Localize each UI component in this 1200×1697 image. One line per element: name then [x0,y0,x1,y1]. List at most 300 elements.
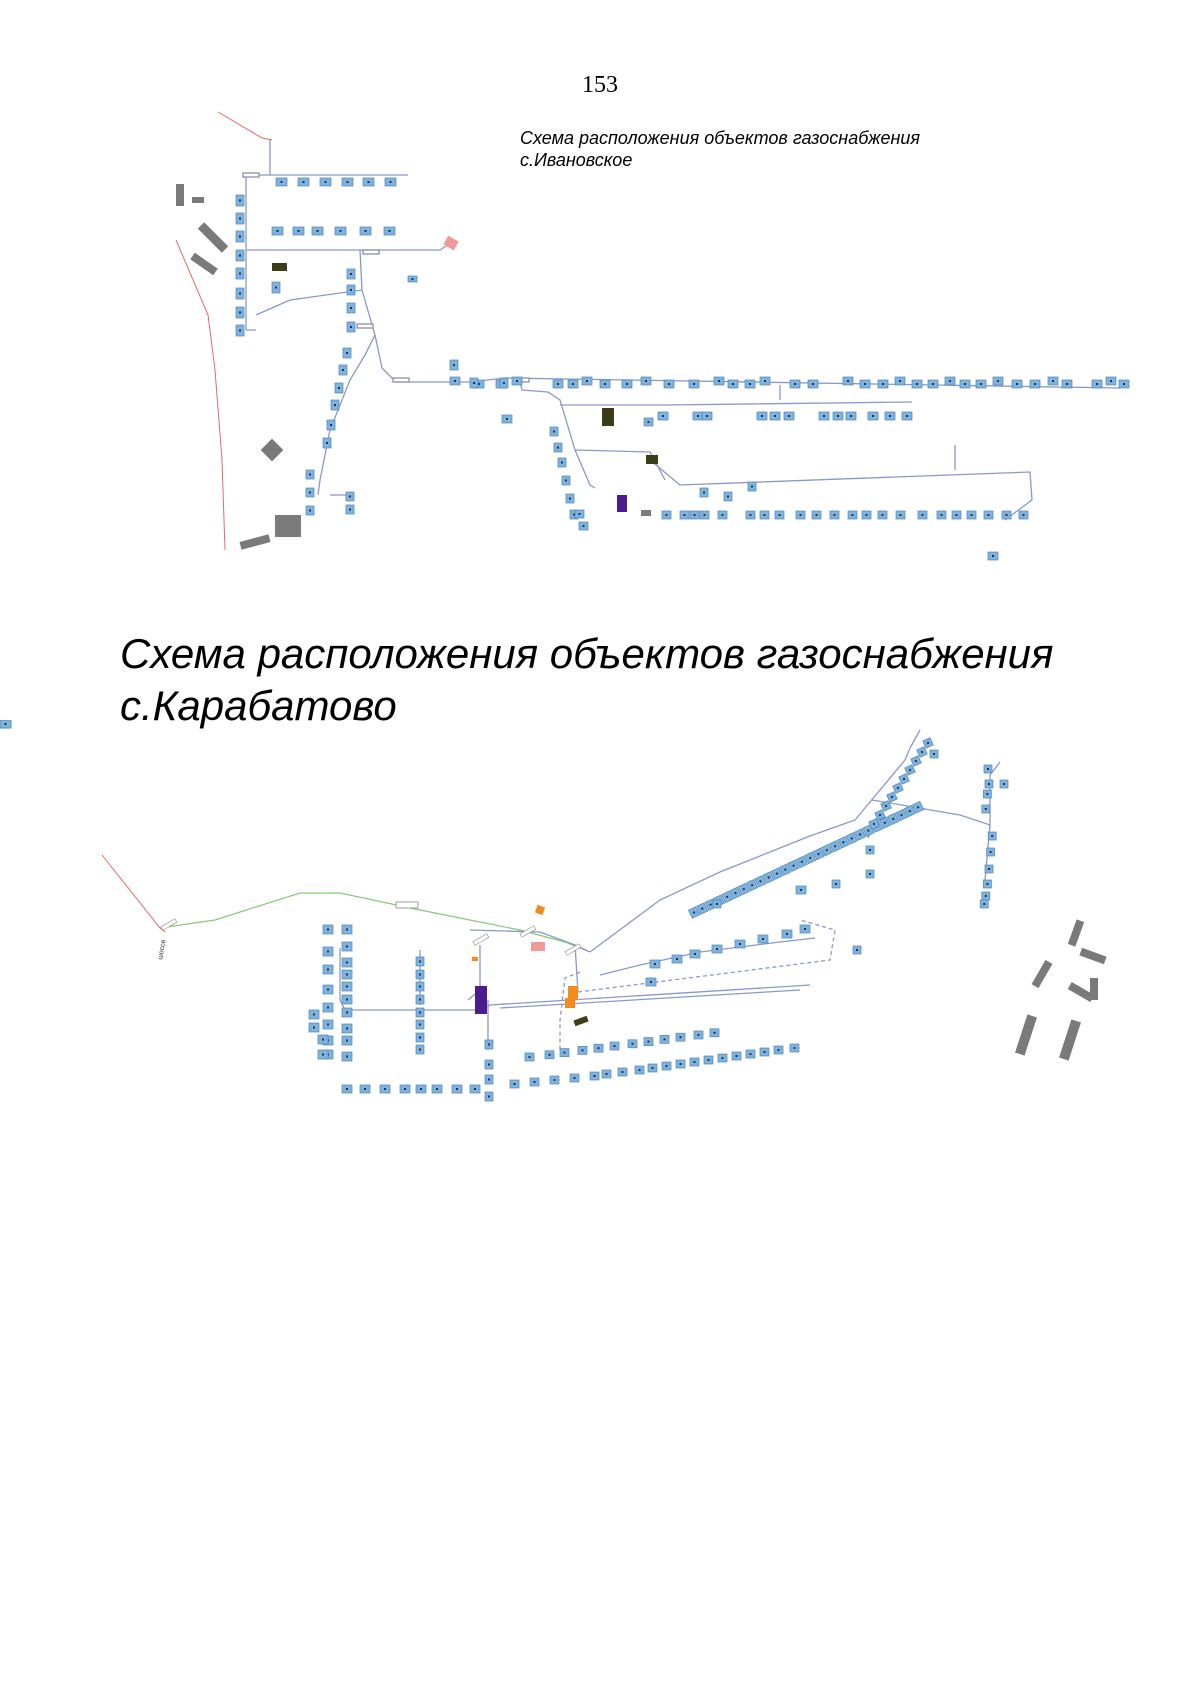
house [646,978,656,986]
gas-inlet-marker [666,1065,668,1067]
house [812,511,821,519]
house [1048,377,1058,385]
house [502,415,512,423]
house [628,1040,637,1048]
house [320,178,331,186]
gas-inlet-marker [816,514,818,516]
gas-inlet-marker [239,255,241,257]
large-building [1059,1019,1081,1060]
gas-inlet-marker [680,1063,682,1065]
gas-inlet-marker [645,380,647,382]
gas-inlet-marker [668,383,670,385]
gas-inlet-marker [516,380,518,382]
house [983,790,991,798]
gas-inlet-marker [350,326,352,328]
gas-inlet-marker [557,383,559,385]
gas-facilities [272,236,658,516]
house [718,1054,727,1062]
gas-inlet-marker [703,492,705,494]
house [416,982,424,991]
gas-inlet-marker [346,1088,348,1090]
house [590,1072,599,1080]
house [760,1048,769,1056]
gas-inlet-marker [419,961,421,963]
house [660,1035,669,1043]
gas-inlet-marker [322,1039,324,1041]
gas-pipe [500,990,800,1008]
house [566,494,574,503]
house [323,925,333,934]
house [982,805,990,813]
house [988,832,996,840]
house [485,1075,493,1084]
house [833,412,843,420]
house [967,511,976,519]
gas-inlet-marker [586,380,588,382]
large-building [1079,948,1106,964]
house [790,1044,799,1052]
house [846,412,856,420]
boundary-line [218,112,272,140]
house [662,511,671,519]
house [602,1070,611,1078]
house [323,438,331,448]
gas-inlet-marker [488,1044,490,1046]
gas-inlet-marker [419,1012,421,1014]
house [346,492,354,501]
house [236,231,244,242]
large-building [239,534,270,549]
gas-inlet-marker [364,1088,366,1090]
house [416,995,424,1004]
gas-inlet-marker [971,514,973,516]
map-title-line2: с.Ивановское [520,150,633,170]
house [347,285,355,295]
house [985,780,993,788]
house [306,470,314,479]
map-title-karabatovo [120,628,1053,732]
gas-inlet-marker [664,1038,666,1040]
gas-inlet-marker [850,415,852,417]
gas-inlet-marker [964,383,966,385]
gas-inlet-marker [648,421,650,423]
gas-inlet-marker [837,415,839,417]
house [952,511,961,519]
pipe-crossing [357,324,373,328]
boundary-line [176,240,225,550]
house [988,552,998,560]
house [562,476,570,485]
gas-inlet-marker [454,380,456,382]
gas-inlet-marker [389,230,391,232]
gas-inlet-marker [322,1054,324,1056]
house [746,511,755,519]
house [594,1044,603,1052]
gas-inlet-marker [5,723,7,725]
gas-inlet-marker [488,1096,490,1098]
house [1019,511,1028,519]
gas-inlet-marker [1066,383,1068,385]
gas-inlet-marker [346,1056,348,1058]
house [1012,380,1022,388]
house [525,1053,534,1061]
house [416,1033,424,1042]
gas-inlet-marker [365,230,367,232]
house [342,1085,352,1093]
house [385,178,396,186]
large-buildings [1015,919,1107,1060]
gas-inlet-marker [506,418,508,420]
gas-inlet-marker [309,492,311,494]
large-building [176,184,184,206]
house [578,1046,587,1054]
gas-inlet-marker [239,236,241,238]
boiler-house [646,455,658,464]
gas-inlet-marker [350,273,352,275]
gas-inlet-marker [778,1049,780,1051]
house [384,227,395,235]
house [236,325,244,336]
house [895,377,905,385]
house [945,377,955,385]
house [575,510,584,518]
house [1030,380,1040,388]
gas-inlet-marker [420,1088,422,1090]
gas-pipe [560,402,912,405]
gas-inlet-marker [704,514,706,516]
gas-inlet-marker [326,442,328,444]
gas-pipe [246,140,270,330]
gas-inlet-marker [739,943,741,945]
gas-inlet-marker [632,1043,634,1045]
house [912,380,922,388]
gas-inlet-marker [983,903,985,905]
gas-inlet-marker [275,287,277,289]
gas-inlet-marker [239,312,241,314]
gas-inlet-marker [992,555,994,557]
gas-inlet-marker [800,889,802,891]
house [342,970,352,979]
gas-inlet-marker [239,293,241,295]
gas-inlet-marker [346,986,348,988]
gas-inlet-marker [327,989,329,991]
gas-inlet-marker [488,1064,490,1066]
house [582,377,592,385]
house [770,412,780,420]
house [568,380,578,388]
gas-inlet-marker [852,514,854,516]
public-building [617,495,627,512]
road-label: шоссе [157,939,168,961]
gas-inlet-marker [987,768,989,770]
large-building [275,515,301,537]
boiler-house [573,1016,588,1026]
house [236,307,244,318]
gas-inlet-marker [956,514,958,516]
gas-inlet-marker [569,498,571,500]
house [860,380,870,388]
house [662,1062,671,1070]
house [312,227,323,235]
gas-inlet-marker [988,783,990,785]
gas-inlet-marker [941,514,943,516]
gas-pipe [590,760,905,952]
house [878,380,888,388]
house [1002,511,1011,519]
gas-inlet-marker [327,929,329,931]
house [983,880,991,888]
house [1119,380,1129,388]
house [896,511,905,519]
house [704,1056,713,1064]
house [902,412,912,420]
gas-inlet-marker [349,496,351,498]
house [416,1085,426,1093]
gas-inlet-marker [346,1040,348,1042]
house [1106,377,1116,385]
house [650,960,660,968]
house [985,865,993,873]
gas-inlet-marker [794,1047,796,1049]
house [690,950,700,958]
house [346,505,354,514]
house [554,443,562,452]
house [843,377,853,385]
house [553,380,563,388]
gas-facility [568,986,578,1000]
pipe-crossing [243,173,259,177]
house [400,1085,410,1093]
gas-inlet-marker [583,525,585,527]
house [331,400,339,410]
gas-inlet-marker [1110,380,1112,382]
house [236,288,244,299]
house [450,377,460,385]
gas-inlet-marker [727,496,729,498]
house [732,1052,741,1060]
gas-inlet-marker [626,383,628,385]
gas-inlet-marker [349,509,351,511]
house [885,412,895,420]
gas-inlet-marker [750,1053,752,1055]
gas-inlet-marker [676,958,678,960]
house [735,940,745,948]
house [276,178,287,186]
house [866,870,874,878]
gas-inlet-marker [736,1055,738,1057]
gas-inlet-marker [986,793,988,795]
house [342,178,353,186]
house [758,935,768,943]
house [808,380,818,388]
gas-inlet-marker [716,948,718,950]
gas-inlet-marker [804,928,806,930]
gas-inlet-marker [368,181,370,183]
gas-inlet-marker [749,383,751,385]
gas-inlet-marker [866,514,868,516]
gas-pipe [575,945,578,992]
gas-inlet-marker [985,895,987,897]
gasified-houses [236,178,1129,560]
boiler-house [272,263,287,271]
house [993,377,1003,385]
house [644,1038,653,1046]
house [1000,780,1008,788]
gas-inlet-marker [350,289,352,291]
house [718,511,727,519]
gas-inlet-marker [835,883,837,885]
house [342,1024,352,1033]
gas-inlet-marker [334,404,336,406]
gas-inlet-marker [281,181,283,183]
house [714,377,724,385]
gas-pipe [575,450,665,480]
gas-inlet-marker [986,883,988,885]
gas-inlet-marker [303,181,305,183]
gas-inlet-marker [900,514,902,516]
gas-inlet-marker [869,849,871,851]
house [648,1064,657,1072]
gas-inlet-marker [916,383,918,385]
gas-inlet-marker [1023,514,1025,516]
gas-inlet-marker [800,514,802,516]
public-building [475,986,487,1014]
house [760,511,769,519]
gas-inlet-marker [856,949,858,951]
gas-inlet-marker [922,514,924,516]
house [485,1060,493,1069]
gas-inlet-marker [714,1032,716,1034]
house [724,492,732,501]
gas-inlet-marker [347,181,349,183]
house [452,1085,462,1093]
house [745,380,755,388]
gas-inlet-marker [732,383,734,385]
house [510,1080,519,1088]
gas-inlet-marker [340,230,342,232]
gas-inlet-marker [774,415,776,417]
gas-inlet-marker [327,1024,329,1026]
gas-inlet-marker [708,1059,710,1061]
gas-inlet-marker [718,380,720,382]
gas-inlet-marker [889,415,891,417]
house [342,942,352,951]
gas-inlet-marker [503,382,505,384]
house [784,412,794,420]
large-building [190,253,218,276]
gas-inlet-marker [346,1012,348,1014]
house [796,511,805,519]
gas-pipe [600,938,815,975]
gas-inlet-marker [419,974,421,976]
house [782,930,792,938]
gas-inlet-marker [574,1077,576,1079]
large-building [261,439,284,462]
gas-pipe [246,242,452,250]
house [416,957,424,966]
gas-inlet-marker [869,873,871,875]
house [309,1010,319,1019]
gas-inlet-marker [317,230,319,232]
map-title-line1: Схема расположения объектов газоснабжения [120,630,1054,677]
large-building [1015,1014,1037,1055]
gas-pipe [318,290,375,495]
gas-inlet-marker [990,851,992,853]
gas-inlet-marker [847,380,849,382]
gas-inlet-marker [980,383,982,385]
gas-inlet-marker [764,514,766,516]
house [342,925,352,934]
house [712,945,722,953]
house [416,1008,424,1017]
highway [160,893,590,952]
house [748,482,756,491]
house [416,970,424,979]
house [272,282,280,293]
house [342,1008,352,1017]
house [485,1040,493,1049]
gas-inlet-marker [779,514,781,516]
gas-inlet-marker [598,1047,600,1049]
highway [160,893,590,952]
house [347,303,355,313]
gas-inlet-marker [988,514,990,516]
house [432,1085,442,1093]
gas-inlet-marker [350,307,352,309]
house [984,511,993,519]
gas-inlet-marker [239,273,241,275]
house [570,1074,579,1082]
house [918,511,927,519]
gas-inlet-marker [346,352,348,354]
gas-facilities [472,905,589,1026]
gas-inlet-marker [694,1061,696,1063]
gas-inlet-marker [346,974,348,976]
house [610,1042,619,1050]
gas-inlet-marker [684,514,686,516]
house [728,380,738,388]
gas-inlet-marker [514,1083,516,1085]
map-ivanovskoe [0,100,1200,600]
house [323,985,333,994]
gas-inlet-marker [579,513,581,515]
house [236,268,244,279]
house [960,380,970,388]
gas-inlet-marker [648,1041,650,1043]
gas-inlet-marker [325,181,327,183]
gas-inlet-marker [606,1073,608,1075]
house [644,418,653,426]
gas-inlet-marker [327,1007,329,1009]
house [416,1020,424,1029]
house [862,511,871,519]
gas-inlet-marker [313,1014,315,1016]
gas-inlet-marker [991,835,993,837]
house [335,383,343,393]
gas-facility [535,905,545,915]
gas-inlet-marker [1016,383,1018,385]
house [866,846,874,854]
house [342,1052,352,1061]
house [796,886,806,894]
gas-inlet-marker [419,1024,421,1026]
gas-inlet-marker [694,953,696,955]
gas-inlet-marker [949,380,951,382]
gasified-houses [0,720,1008,1101]
gas-inlet-marker [564,1052,566,1054]
gas-inlet-marker [239,218,241,220]
house [694,1031,703,1039]
